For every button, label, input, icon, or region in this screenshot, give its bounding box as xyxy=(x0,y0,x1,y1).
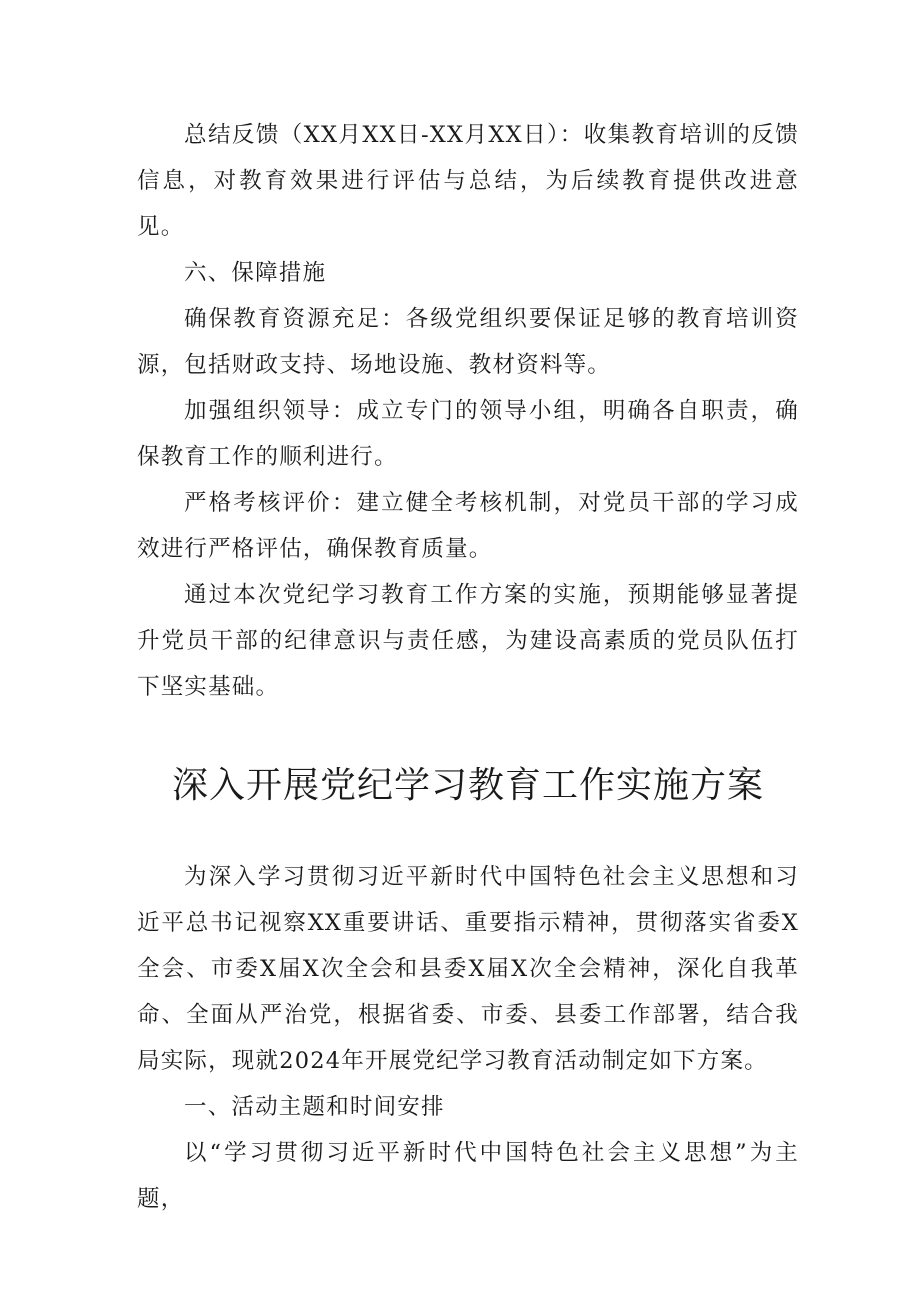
paragraph-strict-assessment: 严格考核评价：建立健全考核机制，对党员干部的学习成效进行严格评估，确保教育质量。 xyxy=(137,490,799,562)
paragraph-ensure-resources: 确保教育资源充足：各级党组织要保证足够的教育培训资源，包括财政支持、场地设施、教材资料等。 xyxy=(137,306,799,378)
paragraph-theme: 以“学习贯彻习近平新时代中国特色社会主义思想”为主题， xyxy=(137,1140,799,1212)
paragraph-conclusion: 通过本次党纪学习教育工作方案的实施，预期能够显著提升党员干部的纪律意识与责任感，为建设高素质的党员队伍打下坚实基础。 xyxy=(137,582,799,700)
paragraph-intro: 为深入学习贯彻习近平新时代中国特色社会主义思想和习近平总书记视察XX重要讲话、重要指示精神，贯彻落实省委X全会、市委X届X次全会和县委X届X次全会精神，深化自我革命、全面从严治党，根据省委、市委、县委工作部署，结合我局实际，现就2024年开展党纪学习教育活动制定如下方案。 xyxy=(137,864,799,1074)
document-title: 深入开展党纪学习教育工作实施方案 xyxy=(171,765,764,806)
section-heading-theme-schedule: 一、活动主题和时间安排 xyxy=(184,1094,445,1120)
spacer xyxy=(137,810,799,854)
paragraph-strengthen-leadership: 加强组织领导：成立专门的领导小组，明确各自职责，确保教育工作的顺利进行。 xyxy=(137,398,799,470)
spacer xyxy=(137,710,799,762)
section-heading-safeguards: 六、保障措施 xyxy=(184,260,327,286)
document-body xyxy=(137,112,799,1222)
paragraph-summary-feedback: 总结反馈（XX月XX日-XX月XX日）：收集教育培训的反馈信息，对教育效果进行评估与总结，为后续教育提供改进意见。 xyxy=(137,122,799,240)
